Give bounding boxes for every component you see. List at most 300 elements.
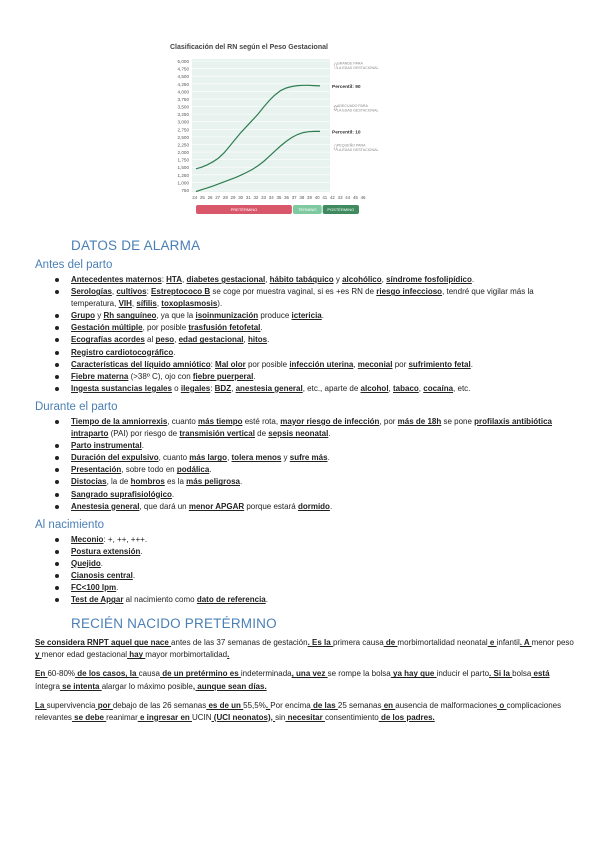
key-term: se intenta (59, 681, 102, 691)
key-term-bold (361, 384, 389, 393)
key-term: hay (127, 650, 146, 660)
x-tick-label: 36 (284, 195, 289, 200)
text-fragment: : +, ++, +++. (103, 534, 148, 544)
text-fragment: UCIN (192, 712, 212, 722)
key-term: BDZ (214, 383, 232, 393)
list-item (71, 476, 575, 488)
key-term: de los padres. (378, 712, 435, 722)
text-fragment: , (182, 275, 187, 284)
text-fragment: , que dará un (139, 501, 189, 511)
key-term-bold (71, 453, 159, 462)
key-term: dormido (297, 501, 330, 511)
key-term-bold (176, 465, 212, 475)
key-term-bold (136, 299, 156, 308)
text-fragment: (>38º C), ojo con (128, 371, 193, 381)
key-term-bold (531, 669, 549, 678)
text-fragment: y (95, 311, 104, 321)
list-item (71, 286, 575, 310)
text-fragment: , tendré que vigilar más la temperatura, (71, 287, 534, 309)
list-item (71, 501, 575, 513)
key-term: sífilis (136, 299, 157, 309)
list-item (71, 452, 575, 464)
key-term: y (35, 650, 42, 660)
text-fragment: consentimiento (324, 712, 379, 722)
key-term-bold (186, 275, 265, 284)
key-term-bold (71, 502, 139, 511)
text-fragment: , (265, 275, 270, 284)
text-fragment: , (388, 383, 393, 393)
key-term-bold (166, 275, 182, 284)
key-term-bold (60, 682, 102, 691)
text-fragment: : (210, 359, 216, 369)
paragraph (35, 637, 575, 661)
key-term: Postura extensión (71, 546, 141, 556)
key-term-bold (71, 275, 162, 284)
key-term-bold (236, 384, 303, 393)
key-term: más peligrosa (186, 477, 240, 487)
key-term-bold (247, 335, 270, 345)
key-term: e ingresar en (137, 712, 192, 722)
text-fragment: . (100, 558, 104, 568)
text-fragment: , etc., aparte de (302, 383, 361, 393)
key-term: . (227, 650, 230, 660)
chart-title: Clasificación del RN según el Peso Gestacional (170, 44, 328, 51)
key-term-bold (71, 417, 167, 426)
key-term: profilaxis antibiótica intraparto (71, 416, 552, 439)
key-term-bold (398, 417, 442, 426)
key-term: infección uterina (289, 359, 354, 369)
key-term-bold (268, 429, 331, 439)
zone-label-line2: LA EDAD GESTACIONAL (337, 108, 379, 113)
key-term-bold (103, 311, 156, 320)
text-fragment: , (231, 383, 236, 393)
y-tick-label: 3,250 (177, 112, 189, 118)
key-term: Sangrado suprafisiológico (71, 489, 172, 499)
text-fragment: indeterminada (240, 669, 292, 679)
list-item (71, 464, 575, 476)
key-term: Distocias (71, 477, 107, 487)
y-tick-label: 4,500 (177, 74, 189, 80)
text-fragment: o (171, 383, 181, 393)
x-tick-label: 33 (261, 195, 267, 200)
text-fragment: alargar lo máximo posible (101, 681, 193, 691)
y-tick-label: 2,000 (177, 150, 189, 156)
key-term-bold (197, 595, 266, 604)
key-term: más de 18h (397, 416, 442, 426)
x-tick-label: 45 (352, 195, 358, 200)
text-fragment: , ya que la (156, 311, 196, 321)
key-term: , una vez (291, 669, 328, 679)
list-item (71, 371, 575, 383)
key-term-bold (186, 477, 243, 487)
text-fragment: es la (164, 477, 187, 487)
key-term-bold (71, 384, 172, 393)
document-body (35, 238, 575, 724)
text-fragment: . (329, 501, 333, 511)
paragraph (35, 700, 575, 724)
key-term-bold (119, 299, 132, 308)
key-term: de (383, 638, 398, 648)
key-term-bold (71, 583, 119, 593)
key-term-bold (423, 384, 453, 393)
zone-label-line1: ADECUADO PARA (337, 104, 368, 109)
text-fragment: al nacimiento como (123, 595, 197, 605)
key-term-bold (71, 323, 143, 332)
text-fragment: , (131, 299, 137, 309)
key-term: en (381, 700, 396, 710)
subtitle-antes: Antes del parto (35, 259, 113, 271)
key-term-bold (311, 701, 338, 710)
key-term: se debe (71, 712, 107, 722)
arrow-icon: ⇩ (332, 143, 339, 153)
key-term: sufrimiento fetal (408, 359, 471, 369)
section-title-rnpt: RECIÉN NACIDO PRETÉRMINO (71, 616, 277, 632)
key-term-bold (181, 384, 210, 393)
key-term-bold (35, 638, 171, 647)
key-term-bold (71, 347, 176, 357)
list-item (71, 558, 575, 570)
x-tick-label: 41 (322, 195, 328, 200)
x-tick-label: 30 (238, 195, 244, 200)
text-fragment: complicaciones relevantes (35, 700, 562, 722)
key-term: Gestación múltiple (71, 323, 143, 333)
text-fragment: se rompe la bolsa (327, 669, 391, 679)
text-fragment: . (132, 570, 136, 580)
text-fragment: menor peso (531, 638, 574, 648)
key-term-bold (270, 275, 334, 284)
key-term: cocaína (423, 383, 454, 393)
key-term-bold (215, 384, 231, 393)
y-tick-label: 3,500 (177, 104, 189, 110)
key-term-bold (71, 595, 123, 604)
key-term: tabaco (393, 383, 419, 393)
key-term-bold (71, 535, 103, 544)
key-term-bold (161, 299, 217, 308)
x-tick-label: 31 (245, 195, 251, 200)
text-fragment: 60-80% (47, 669, 76, 679)
series-label: Percentil: 10 (332, 130, 361, 136)
text-fragment: . (171, 489, 175, 499)
x-tick-label: 28 (222, 195, 228, 200)
y-tick-label: 3,750 (177, 96, 189, 102)
text-fragment: mayor morbimortalidad (145, 650, 228, 660)
list-durante-el-parto (35, 416, 575, 513)
text-fragment: . (260, 323, 263, 333)
text-fragment: . (239, 477, 243, 487)
key-term: es de un (206, 700, 244, 710)
text-fragment: debajo de las 26 semanas (112, 700, 207, 710)
text-fragment: primera causa (332, 638, 384, 648)
y-tick-label: 1,250 (177, 172, 189, 178)
key-term-bold (384, 638, 398, 647)
list-item (71, 594, 575, 606)
key-term-bold (391, 669, 437, 678)
text-fragment: . (116, 583, 119, 593)
key-term: mayor riesgo de infección (280, 416, 380, 426)
key-term-bold (71, 372, 128, 381)
subtitle-durante: Durante el parto (35, 400, 118, 413)
gestational-weight-chart (168, 40, 379, 225)
zone-label-line2: LA EDAD GESTACIONAL (337, 66, 379, 71)
text-fragment: se pone (441, 416, 475, 426)
key-term: trasfusión fetofetal (188, 323, 261, 333)
text-fragment: , (381, 275, 387, 284)
key-term-bold (358, 360, 393, 369)
text-fragment: , (243, 335, 248, 345)
text-fragment: de (254, 429, 269, 439)
x-tick-label: 25 (199, 195, 205, 200)
key-term: cultivos (116, 287, 147, 297)
text-fragment: ). (217, 299, 223, 309)
text-fragment: . (140, 546, 143, 556)
key-term-bold (376, 287, 442, 296)
key-term: de los casos, la (75, 669, 139, 679)
x-tick-label: 29 (230, 195, 236, 200)
key-term: Ecografías acordes (71, 335, 145, 345)
text-fragment: , (174, 335, 179, 345)
y-tick-label: 4,000 (177, 89, 189, 95)
key-term: . (265, 700, 271, 710)
text-fragment: . (327, 453, 330, 463)
text-fragment: . (267, 335, 270, 345)
key-term: ya hay que (390, 669, 437, 679)
zone-label-line2: LA EDAD GESTACIONAL (337, 148, 379, 153)
text-fragment: Por encima (270, 700, 311, 710)
key-term: transmisión vertical (179, 429, 255, 439)
text-fragment: sin (275, 712, 286, 722)
key-term: Estreptococo B (151, 287, 211, 297)
key-term: VIH (118, 299, 132, 309)
key-term: FC<100 lpm (71, 583, 117, 593)
key-term: . A (519, 638, 532, 648)
key-term-bold (292, 311, 322, 320)
key-term: ictericia (291, 311, 322, 321)
key-term: ilegales (180, 383, 211, 393)
key-term: más largo (189, 453, 228, 463)
key-term-bold (232, 453, 282, 462)
x-tick-label: 24 (192, 195, 198, 200)
key-term-bold (71, 489, 175, 499)
text-fragment: bolsa (512, 669, 532, 679)
key-term: Ingesta sustancias legales (71, 383, 172, 393)
key-term-bold (289, 360, 353, 369)
y-tick-label: 750 (181, 188, 189, 193)
x-tick-label: 42 (329, 195, 335, 200)
key-term-bold (290, 453, 328, 462)
key-term: Anestesia general (71, 501, 140, 511)
key-term-bold (95, 701, 112, 710)
band-label: TÉRMINO (298, 207, 317, 213)
key-term-bold (127, 650, 145, 659)
key-term-bold (308, 638, 333, 647)
key-term: edad gestacional (178, 335, 244, 345)
key-term-bold (131, 477, 165, 486)
key-term-bold (35, 701, 47, 710)
key-term: . Si la (489, 669, 513, 679)
key-term-bold (179, 335, 244, 344)
key-term-bold (215, 360, 246, 369)
text-fragment: . (265, 595, 268, 605)
key-term: dato de referencia (196, 595, 266, 605)
key-term: menor APGAR (188, 501, 245, 511)
y-tick-label: 1,000 (177, 180, 189, 186)
key-term-bold (160, 669, 241, 678)
key-term-bold (71, 477, 107, 486)
key-term: por (95, 700, 113, 710)
key-term-bold (285, 713, 325, 722)
key-term: toxoplasmosis (161, 299, 218, 309)
list-al-nacimiento (35, 534, 575, 607)
section-title-alarma: DATOS DE ALARMA (71, 238, 201, 253)
key-term: diabetes gestacional (186, 275, 266, 284)
key-term-bold (488, 638, 497, 647)
key-term: hitos (247, 335, 268, 345)
key-term-bold (151, 287, 210, 296)
text-fragment: infantil (496, 638, 520, 648)
key-term: , aunque sean días. (192, 681, 267, 691)
chart-svg (168, 40, 379, 225)
text-fragment: 25 semanas (337, 700, 382, 710)
text-fragment: , (227, 453, 232, 463)
key-term-bold (212, 713, 276, 722)
y-tick-label: 4,250 (177, 81, 189, 87)
text-fragment: morbimortalidad neonatal (397, 638, 488, 648)
x-tick-label: 44 (345, 195, 351, 200)
key-term: Registro cardiotocográfico (71, 347, 174, 357)
key-term: e (487, 638, 497, 648)
text-fragment: íntegra (35, 681, 60, 691)
key-term: Presentación (71, 465, 122, 475)
key-term: La (35, 700, 47, 710)
text-fragment: : (146, 287, 152, 297)
key-term-bold (188, 323, 263, 333)
x-tick-label: 27 (215, 195, 221, 200)
text-fragment: . (253, 371, 256, 381)
x-tick-label: 34 (268, 195, 274, 200)
y-tick-label: 5,000 (177, 59, 189, 64)
text-fragment: esté rota, (242, 416, 281, 426)
key-term: podálica (176, 465, 210, 475)
key-term-bold (192, 371, 256, 381)
paragraph (35, 668, 575, 692)
key-term-bold (189, 502, 244, 511)
x-tick-label: 40 (314, 195, 320, 200)
text-fragment: ausencia de malformaciones (395, 700, 498, 710)
key-term: tolera menos (231, 453, 282, 463)
key-term: . Es la (307, 638, 333, 648)
key-term: Antecedentes maternos (71, 275, 162, 284)
text-fragment: supervivencia (46, 700, 96, 710)
key-term-bold (35, 669, 47, 678)
key-term-bold (35, 650, 42, 659)
key-term: alcohol (360, 383, 389, 393)
y-tick-label: 1,750 (177, 157, 189, 163)
text-fragment: 55,5% (243, 700, 266, 710)
key-term: Test de Apgar (71, 595, 124, 605)
key-term: Se considera RNPT aquel que nace (35, 638, 172, 648)
key-term: meconial (357, 359, 393, 369)
key-term-bold (195, 311, 258, 320)
key-term: isoinmunización (195, 311, 259, 321)
zone-label-line1: GRANDE PARA (337, 61, 363, 66)
text-fragment: . (173, 347, 176, 357)
list-item (71, 383, 575, 395)
key-term-bold (71, 441, 142, 450)
text-fragment: : (161, 275, 167, 284)
x-tick-label: 46 (360, 195, 366, 200)
key-term: (UCI neonatos), (211, 712, 276, 722)
list-item (71, 440, 575, 452)
key-term: fiebre puerperal (192, 371, 254, 381)
x-tick-label: 38 (299, 195, 305, 200)
key-term: Fiebre materna (71, 371, 129, 381)
text-fragment: , cuanto (167, 416, 199, 426)
arrow-icon: ⇕ (332, 104, 339, 114)
text-fragment: por posible (245, 359, 290, 369)
list-item (71, 489, 575, 501)
text-fragment: . (470, 359, 473, 369)
zone-label-line1: PEQUEÑO PARA (337, 143, 366, 148)
key-term: HTA (166, 275, 183, 284)
text-fragment: y (281, 453, 290, 463)
key-term-bold (393, 384, 419, 393)
key-term: está (531, 669, 550, 679)
text-fragment: . (141, 441, 144, 451)
text-fragment: (PAI) por riesgo de (108, 429, 180, 439)
list-item (71, 582, 575, 594)
text-fragment: , (111, 287, 117, 297)
y-tick-label: 3,000 (177, 119, 189, 125)
text-fragment: y (333, 275, 343, 284)
y-tick-label: 2,250 (177, 142, 189, 148)
text-fragment: por (392, 359, 409, 369)
arrow-icon: ⇧ (332, 61, 339, 71)
key-term: riesgo infeccioso (376, 287, 443, 297)
key-term-bold (206, 701, 243, 710)
list-item (71, 359, 575, 371)
text-fragment: : (210, 383, 215, 393)
list-item (71, 322, 575, 334)
list-item (71, 416, 575, 440)
key-term: Parto instrumental (71, 441, 142, 451)
key-term: síndrome fosfolipídico (386, 275, 472, 284)
key-term-bold (386, 275, 475, 284)
key-term-bold (71, 465, 121, 474)
text-fragment: reanimar (106, 712, 138, 722)
key-term: peso (155, 335, 175, 345)
list-antes-del-parto (35, 274, 575, 395)
y-tick-label: 2,750 (177, 127, 189, 133)
key-term: o (497, 700, 507, 710)
x-tick-label: 35 (276, 195, 282, 200)
key-term-bold (227, 650, 229, 659)
text-fragment: , etc. (453, 383, 471, 393)
text-fragment: inducir el parto (436, 669, 490, 679)
key-term: sepsis neonatal (268, 429, 329, 439)
x-tick-label: 26 (207, 195, 213, 200)
text-fragment: causa (138, 669, 160, 679)
text-fragment: , (156, 299, 162, 309)
key-term: sufre más (289, 453, 328, 463)
key-term: más tiempo (198, 416, 243, 426)
key-term: necesitar (285, 712, 325, 722)
key-term: Cianosis central (71, 570, 133, 580)
text-fragment: produce (258, 311, 292, 321)
x-tick-label: 32 (253, 195, 259, 200)
text-fragment: . (471, 275, 475, 284)
text-fragment: , cuanto (158, 453, 190, 463)
chart-area (192, 59, 330, 192)
